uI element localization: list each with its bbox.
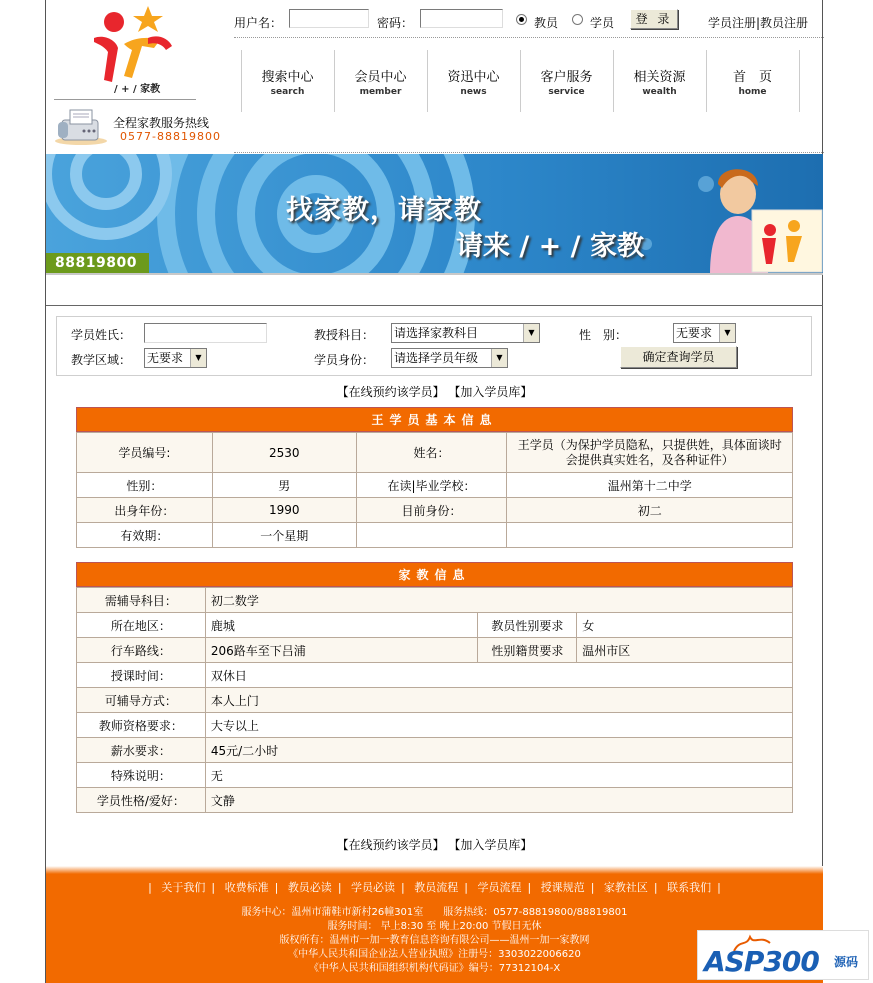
tutor-info-table: [76, 587, 793, 813]
footer-separator: |: [464, 881, 468, 894]
add-to-library-link[interactable]: 【加入学员库】: [448, 838, 533, 852]
footer-link-about[interactable]: 关于我们: [161, 881, 206, 894]
gender-select[interactable]: [673, 323, 736, 343]
identity-label: 目前身份：: [356, 498, 507, 523]
phone-fax-icon: [54, 108, 108, 146]
divider: [799, 50, 800, 112]
hobby-value: 文静: [205, 788, 792, 813]
footer-hours: 服务时间： 早上8:30 至 晚上20:00 节假日无休: [327, 921, 542, 932]
footer-separator: |: [653, 881, 658, 894]
salary-label: 薪水要求：: [77, 738, 206, 763]
register-links[interactable]: 学员注册|教员注册: [708, 16, 809, 30]
table-row: [77, 523, 793, 548]
birth-label: 出身年份：: [77, 498, 213, 523]
nav-label: 首 页: [732, 70, 772, 85]
gender-value: 男: [212, 473, 356, 498]
time-label: 授课时间：: [77, 663, 206, 688]
footer-separator: |: [211, 881, 216, 894]
role-student-radio[interactable]: [572, 14, 583, 25]
footer-separator: |: [401, 881, 405, 894]
footer-link-student-guide[interactable]: 学员必读: [351, 881, 396, 894]
divider: [234, 152, 824, 153]
grade-select-value: 请选择学员年级: [394, 351, 479, 365]
chevron-down-icon: ▼: [719, 324, 735, 342]
name-value: 王学员（为保护学员隐私，只提供姓，具体面谈时会提供真实姓名，及各种证件）: [507, 433, 793, 473]
table-row: [77, 613, 793, 638]
id-label: 学员编号:: [77, 433, 213, 473]
footer-link-fees[interactable]: 收费标准: [224, 881, 269, 894]
subject-select[interactable]: [391, 323, 540, 343]
table-row: [77, 588, 793, 613]
table-row: [77, 663, 793, 688]
empty-cell: [356, 523, 507, 548]
footer-separator: |: [717, 881, 721, 894]
teacher-gender-label: 教员性别要求: [478, 613, 577, 638]
table-row: [77, 473, 793, 498]
footer-link-contact[interactable]: 联系我们: [667, 881, 712, 894]
area-label: 教学区域：: [71, 353, 132, 367]
nav-label: 资迅中心: [447, 70, 500, 85]
search-student-button[interactable]: 确定查询学员: [620, 346, 737, 368]
site-logo[interactable]: [86, 4, 186, 96]
table-row: [77, 788, 793, 813]
hero-banner: [46, 154, 823, 274]
nav-sublabel: wealth: [642, 87, 677, 97]
origin-value: 温州市区: [577, 638, 793, 663]
footer-license: 《中华人民共和国企业法人营业执照》注册号：3303022006620: [288, 949, 581, 960]
username-label: 用户名：: [234, 16, 283, 30]
nav-label: 搜索中心: [261, 70, 314, 85]
valid-label: 有效期：: [77, 523, 213, 548]
table-row: [77, 498, 793, 523]
divider: [46, 273, 823, 275]
footer-link-community[interactable]: 家教社区: [603, 881, 648, 894]
hotline-title: 全程家教服务热线: [113, 116, 210, 130]
footer-copyright: 版权所有：温州市一加一教育信息咨询有限公司——温州一加一家教网: [279, 935, 590, 946]
footer-separator: |: [337, 881, 342, 894]
nav-sublabel: member: [359, 87, 402, 97]
birth-value: 1990: [212, 498, 356, 523]
subject-select-value: 请选择家教科目: [394, 326, 479, 340]
table-row: [77, 763, 793, 788]
school-label: 在读|毕业学校：: [356, 473, 507, 498]
divider: [234, 37, 824, 38]
tutor-info-title: 家教信息: [76, 562, 793, 587]
area-select-value: 无要求: [147, 351, 184, 365]
footer-separator: |: [527, 881, 532, 894]
area-label: 所在地区：: [77, 613, 206, 638]
footer-link-student-process[interactable]: 学员流程: [477, 881, 522, 894]
footer-org-code: 《中华人民共和国组织机构代码证》编号：77312104-X: [308, 963, 561, 974]
banner-subheadline: 请来 / + / 家教: [456, 231, 644, 262]
role-teacher-label: 教员: [534, 16, 559, 30]
footer-address: 服务中心：温州市蒲鞋市新村26幢301室 服务热线：0577-88819800/88819801: [241, 907, 628, 918]
nav-sublabel: news: [460, 87, 487, 97]
action-links-bottom: [46, 836, 823, 853]
nav-wealth[interactable]: [613, 50, 705, 112]
hotline-number: 0577-88819800: [120, 130, 221, 143]
basic-info-table: [76, 432, 793, 548]
area-select[interactable]: [144, 348, 207, 368]
login-button[interactable]: 登 录: [630, 9, 678, 29]
qualification-label: 教师资格要求：: [77, 713, 206, 738]
role-student-label: 学员: [590, 16, 615, 30]
route-value: 206路车至下吕浦: [205, 638, 478, 663]
action-links-top: [46, 383, 823, 400]
area-value: 鹿城: [205, 613, 478, 638]
chevron-down-icon: ▼: [491, 349, 507, 367]
nav-label: 相关资源: [633, 70, 686, 85]
mode-value: 本人上门: [205, 688, 792, 713]
footer-separator: |: [148, 881, 152, 894]
hobby-label: 学员性格/爱好：: [77, 788, 206, 813]
nav-sublabel: service: [548, 87, 585, 97]
nav-member[interactable]: [334, 50, 426, 112]
nav-search[interactable]: [241, 50, 333, 112]
identity-label: 学员身份：: [314, 353, 375, 367]
nav-label: 会员中心: [354, 70, 407, 85]
grade-select[interactable]: [391, 348, 508, 368]
route-label: 行车路线：: [77, 638, 206, 663]
empty-cell: [507, 523, 793, 548]
name-label: 学员姓氏：: [71, 328, 132, 342]
nav-sublabel: home: [738, 87, 767, 97]
gender-select-value: 无要求: [676, 326, 713, 340]
banner-phone: 88819800: [46, 253, 149, 274]
nav-news[interactable]: [427, 50, 519, 112]
special-value: 无: [205, 763, 792, 788]
table-row: [77, 638, 793, 663]
book-student-link[interactable]: 【在线预约该学员】: [336, 838, 445, 852]
gender-label: 性别：: [77, 473, 213, 498]
password-input[interactable]: [420, 9, 503, 28]
subject-label: 教授科目：: [314, 328, 375, 342]
subject-value: 初二数学: [205, 588, 792, 613]
watermark-sub: 源码: [834, 955, 859, 969]
name-label: 姓名：: [356, 433, 507, 473]
special-label: 特殊说明：: [77, 763, 206, 788]
id-value: 2530: [212, 433, 356, 473]
role-teacher-radio[interactable]: [516, 14, 527, 25]
identity-value: 初二: [507, 498, 793, 523]
gender-label: 性 别：: [579, 328, 628, 342]
divider: [54, 99, 196, 100]
time-value: 双休日: [205, 663, 792, 688]
footer-fade: [46, 866, 823, 874]
book-student-link[interactable]: 【在线预约该学员】: [336, 385, 445, 399]
table-row: [77, 433, 793, 473]
add-to-library-link[interactable]: 【加入学员库】: [448, 385, 533, 399]
table-row: [77, 688, 793, 713]
footer-links: [46, 879, 823, 895]
valid-value: 一个星期: [212, 523, 356, 548]
nav-service[interactable]: [520, 50, 612, 112]
table-row: [77, 713, 793, 738]
nav-sublabel: search: [270, 87, 305, 97]
nav-home[interactable]: [706, 50, 798, 112]
page: [45, 0, 823, 983]
footer-link-rules[interactable]: 授课规范: [540, 881, 585, 894]
username-input[interactable]: [289, 9, 369, 28]
password-label: 密码：: [377, 16, 414, 30]
banner-headline: 找家教，请家教: [286, 195, 482, 226]
qualification-value: 大专以上: [205, 713, 792, 738]
login-form: [234, 6, 824, 34]
divider: [46, 305, 823, 306]
chevron-down-icon: ▼: [523, 324, 539, 342]
school-value: 温州第十二中学: [507, 473, 793, 498]
subject-label: 需辅导科目：: [77, 588, 206, 613]
footer-link-teacher-guide[interactable]: 教员必读: [287, 881, 332, 894]
watermark-brand: ASP300: [704, 945, 819, 978]
table-row: [77, 738, 793, 763]
mode-label: 可辅导方式：: [77, 688, 206, 713]
logo-text: / + / 家教: [114, 84, 161, 95]
chevron-down-icon: ▼: [190, 349, 206, 367]
nav-label: 客户服务: [540, 70, 593, 85]
student-search-form: [56, 316, 812, 376]
origin-label: 性别籍贯要求: [478, 638, 577, 663]
watermark-logo: [697, 930, 869, 980]
teacher-gender-value: 女: [577, 613, 793, 638]
basic-info-title: 王学员基本信息: [76, 407, 793, 432]
footer-separator: |: [274, 881, 279, 894]
student-name-input[interactable]: [144, 323, 267, 343]
footer-link-teacher-process[interactable]: 教员流程: [414, 881, 459, 894]
footer-separator: |: [590, 881, 595, 894]
salary-value: 45元/二小时: [205, 738, 792, 763]
logo-area: [46, 0, 233, 153]
